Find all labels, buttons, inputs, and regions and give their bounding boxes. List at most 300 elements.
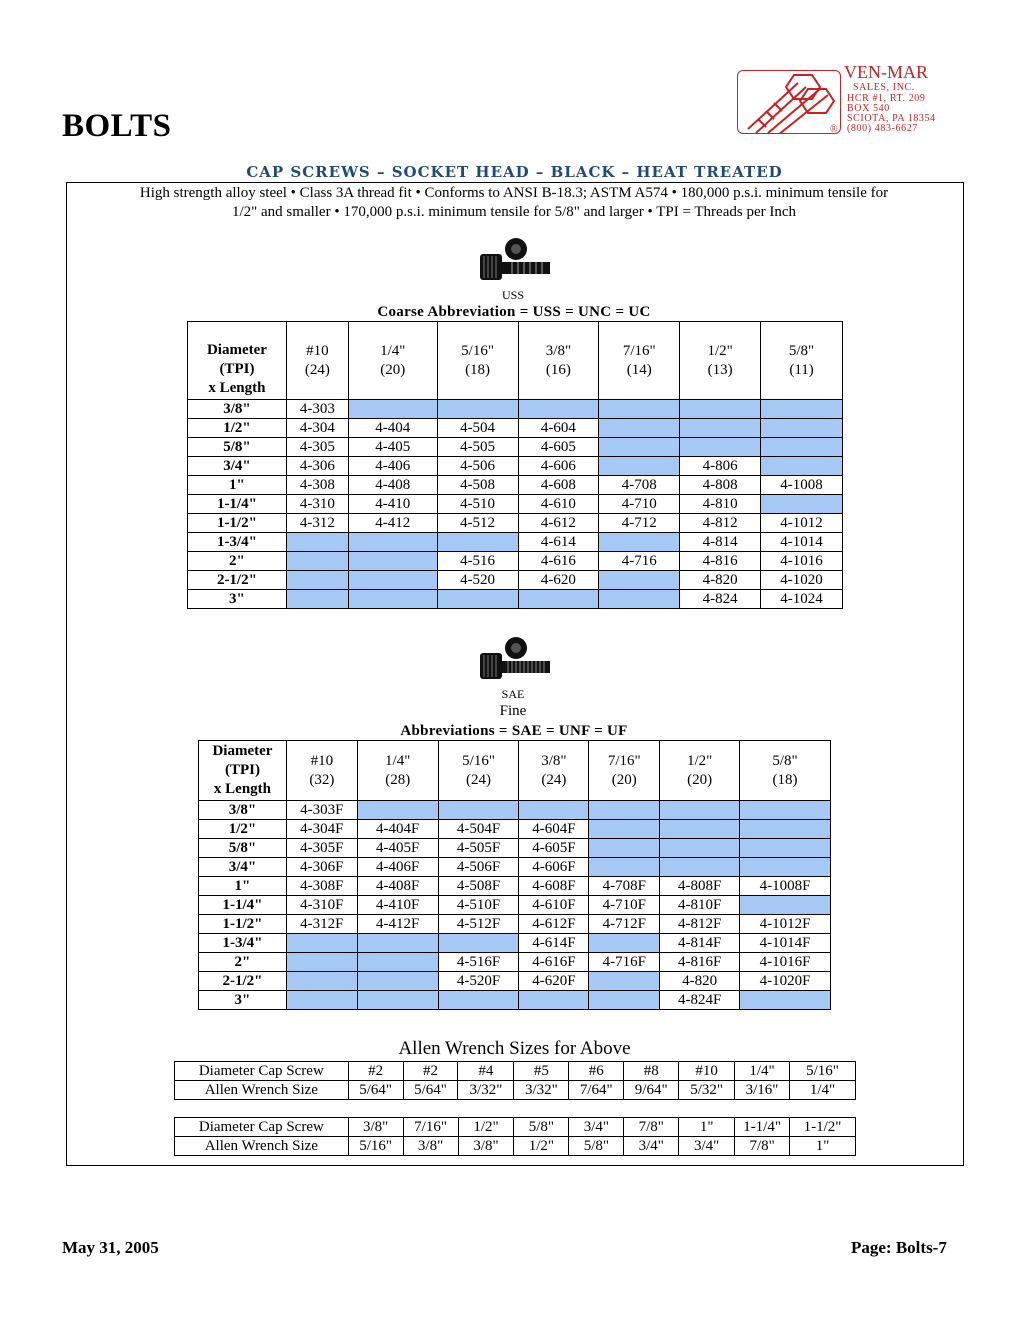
part-number-cell: 4-614 xyxy=(518,533,599,552)
unavailable-cell xyxy=(286,552,348,571)
part-number-cell: 4-504F xyxy=(438,820,519,839)
table-row xyxy=(199,801,831,820)
row-length: 5/8" xyxy=(199,839,287,858)
column-tpi: (24) xyxy=(466,771,492,788)
part-number-cell: 4-708 xyxy=(599,476,680,495)
unavailable-cell xyxy=(761,400,843,419)
screw-diameter-cell: 3/4" xyxy=(569,1118,624,1137)
part-number-cell: 4-408F xyxy=(357,877,438,896)
part-number-cell: 4-1016F xyxy=(740,953,831,972)
part-number-cell: 4-512 xyxy=(437,514,518,533)
part-number-cell: 4-1020 xyxy=(761,571,843,590)
part-number-cell: 4-505F xyxy=(438,839,519,858)
unavailable-cell xyxy=(740,820,831,839)
screw-diameter-cell: #2 xyxy=(348,1062,403,1081)
unavailable-cell xyxy=(599,419,680,438)
part-number-cell: 4-404F xyxy=(357,820,438,839)
footer-date: May 31, 2005 xyxy=(62,1238,159,1257)
part-number-cell: 4-606 xyxy=(518,457,599,476)
column-header xyxy=(761,322,843,400)
wrench-size-cell: 3/32" xyxy=(458,1081,514,1100)
unavailable-cell xyxy=(348,552,437,571)
footer-page-number: Page: Bolts-7 xyxy=(851,1238,947,1257)
part-number-cell: 4-508 xyxy=(437,476,518,495)
part-number-cell: 4-605F xyxy=(519,839,589,858)
part-number-cell: 4-710 xyxy=(599,495,680,514)
table-row xyxy=(199,953,831,972)
table-row xyxy=(188,514,843,533)
wrench-size-cell: 3/8" xyxy=(403,1137,458,1156)
allen-wrench-table xyxy=(174,1117,856,1156)
coarse-part-table xyxy=(187,321,843,609)
row-length: 3/4" xyxy=(188,457,287,476)
part-number-cell: 4-610 xyxy=(518,495,599,514)
part-number-cell: 4-820 xyxy=(660,972,740,991)
unavailable-cell xyxy=(589,858,660,877)
part-number-cell: 4-814F xyxy=(660,934,740,953)
row-length: 3/4" xyxy=(199,858,287,877)
logo-line: SCIOTA, PA 18354 xyxy=(847,113,936,124)
part-number-cell: 4-620 xyxy=(518,571,599,590)
product-description xyxy=(78,184,950,222)
unavailable-cell xyxy=(437,533,518,552)
row-length: 2" xyxy=(188,552,287,571)
column-tpi: (32) xyxy=(309,771,335,788)
screw-diameter-cell: 7/16" xyxy=(403,1118,458,1137)
column-tpi: (18) xyxy=(772,771,798,788)
column-tpi: (16) xyxy=(545,361,571,378)
part-number-cell: 4-605 xyxy=(518,438,599,457)
part-number-cell: 4-512F xyxy=(438,915,519,934)
part-number-cell: 4-612 xyxy=(518,514,599,533)
unavailable-cell xyxy=(589,934,660,953)
part-number-cell: 4-303F xyxy=(286,801,357,820)
column-header xyxy=(599,322,680,400)
unavailable-cell xyxy=(518,400,599,419)
unavailable-cell xyxy=(761,495,843,514)
column-tpi: (14) xyxy=(626,361,652,378)
part-number-cell: 4-1024 xyxy=(761,590,843,609)
logo-line: HCR #1, RT. 209 xyxy=(847,93,926,104)
row-length: 1-3/4" xyxy=(188,533,287,552)
row-length: 2-1/2" xyxy=(188,571,287,590)
row-length: 5/8" xyxy=(188,438,287,457)
table-row xyxy=(175,1062,856,1081)
logo-line: SALES, INC. xyxy=(853,82,915,93)
unavailable-cell xyxy=(438,934,519,953)
unavailable-cell xyxy=(348,590,437,609)
row-length: 1-1/4" xyxy=(188,495,287,514)
part-number-cell: 4-510F xyxy=(438,896,519,915)
table-row xyxy=(188,590,843,609)
part-number-cell: 4-520 xyxy=(437,571,518,590)
part-number-cell: 4-1016 xyxy=(761,552,843,571)
wrench-size-cell: 3/4" xyxy=(679,1137,735,1156)
logo-emblem xyxy=(737,70,841,134)
part-number-cell: 4-405F xyxy=(357,839,438,858)
screw-diameter-cell: #4 xyxy=(458,1062,514,1081)
column-tpi: (11) xyxy=(789,361,814,378)
screw-diameter-cell: 7/8" xyxy=(624,1118,679,1137)
unavailable-cell xyxy=(286,953,357,972)
column-size: 3/8" xyxy=(541,752,567,769)
part-number-cell: 4-504 xyxy=(437,419,518,438)
part-number-cell: 4-1012 xyxy=(761,514,843,533)
column-size: 7/16" xyxy=(607,752,641,769)
company-logo xyxy=(737,62,962,138)
column-tpi: (20) xyxy=(380,361,406,378)
table-row xyxy=(199,858,831,877)
unavailable-cell xyxy=(599,400,680,419)
unavailable-cell xyxy=(761,457,843,476)
logo-line: (800) 483-6627 xyxy=(847,123,918,134)
part-number-cell: 4-820 xyxy=(680,571,761,590)
row-length: 3/8" xyxy=(188,400,287,419)
row-length: 1/2" xyxy=(199,820,287,839)
row-length: 1-1/4" xyxy=(199,896,287,915)
column-tpi: (24) xyxy=(304,361,330,378)
registered-mark: ® xyxy=(830,124,838,135)
row-length: 3/8" xyxy=(199,801,287,820)
part-number-cell: 4-304F xyxy=(286,820,357,839)
column-header xyxy=(437,322,518,400)
wrench-row-label: Allen Wrench Size xyxy=(175,1137,349,1156)
column-size: 1/2" xyxy=(687,752,713,769)
unavailable-cell xyxy=(518,590,599,609)
screw-diameter-cell: 1-1/2" xyxy=(790,1118,856,1137)
part-number-cell: 4-408 xyxy=(348,476,437,495)
part-number-cell: 4-1020F xyxy=(740,972,831,991)
screw-diameter-cell: 1/2" xyxy=(458,1118,514,1137)
screw-diameter-cell: 5/16" xyxy=(790,1062,856,1081)
table-header-row xyxy=(188,322,843,400)
unavailable-cell xyxy=(357,991,438,1010)
table-row xyxy=(175,1081,856,1100)
unavailable-cell xyxy=(357,801,438,820)
unavailable-cell xyxy=(761,438,843,457)
part-number-cell: 4-616 xyxy=(518,552,599,571)
part-number-cell: 4-506 xyxy=(437,457,518,476)
part-number-cell: 4-606F xyxy=(519,858,589,877)
column-tpi: (18) xyxy=(465,361,491,378)
column-header xyxy=(438,741,519,801)
part-number-cell: 4-412 xyxy=(348,514,437,533)
part-number-cell: 4-816F xyxy=(660,953,740,972)
column-header xyxy=(357,741,438,801)
unavailable-cell xyxy=(348,533,437,552)
column-size: 7/16" xyxy=(622,342,656,359)
part-number-cell: 4-712 xyxy=(599,514,680,533)
row-length: 2-1/2" xyxy=(199,972,287,991)
part-number-cell: 4-306 xyxy=(286,457,348,476)
unavailable-cell xyxy=(589,972,660,991)
table-row xyxy=(188,419,843,438)
table-row xyxy=(188,400,843,419)
unavailable-cell xyxy=(519,991,589,1010)
part-number-cell: 4-824F xyxy=(660,991,740,1010)
column-size: 5/8" xyxy=(788,342,815,359)
unavailable-cell xyxy=(599,533,680,552)
unavailable-cell xyxy=(589,801,660,820)
column-header xyxy=(286,741,357,801)
unavailable-cell xyxy=(357,953,438,972)
part-number-cell: 4-410 xyxy=(348,495,437,514)
part-number-cell: 4-816 xyxy=(680,552,761,571)
part-number-cell: 4-305 xyxy=(286,438,348,457)
fine-icon-caption: SAE xyxy=(501,687,525,701)
column-header xyxy=(680,322,761,400)
unavailable-cell xyxy=(599,590,680,609)
unavailable-cell xyxy=(589,991,660,1010)
part-number-cell: 4-810F xyxy=(660,896,740,915)
table-row xyxy=(188,476,843,495)
screw-diameter-cell: 1/4" xyxy=(735,1062,790,1081)
table-row xyxy=(199,972,831,991)
row-length: 1-1/2" xyxy=(188,514,287,533)
part-number-cell: 4-612F xyxy=(519,915,589,934)
column-header xyxy=(589,741,660,801)
unavailable-cell xyxy=(599,457,680,476)
table-row xyxy=(188,457,843,476)
column-size: #10 xyxy=(306,342,329,359)
part-number-cell: 4-1014F xyxy=(740,934,831,953)
screw-diameter-cell: #8 xyxy=(624,1062,679,1081)
screw-diameter-cell: #10 xyxy=(679,1062,735,1081)
part-number-cell: 4-808 xyxy=(680,476,761,495)
screw-diameter-cell: #2 xyxy=(403,1062,458,1081)
part-number-cell: 4-812F xyxy=(660,915,740,934)
part-number-cell: 4-520F xyxy=(438,972,519,991)
wrench-size-cell: 1/2" xyxy=(514,1137,569,1156)
column-size: 1/2" xyxy=(707,342,733,359)
column-size: 1/4" xyxy=(385,752,411,769)
row-length: 3" xyxy=(188,590,287,609)
table-row xyxy=(175,1118,856,1137)
wrench-size-cell: 5/32" xyxy=(679,1081,735,1100)
part-number-cell: 4-306F xyxy=(286,858,357,877)
part-number-cell: 4-310 xyxy=(286,495,348,514)
wrench-row-label: Allen Wrench Size xyxy=(175,1081,349,1100)
unavailable-cell xyxy=(680,438,761,457)
wrench-size-cell: 3/8" xyxy=(458,1137,514,1156)
unavailable-cell xyxy=(660,858,740,877)
part-number-cell: 4-1008 xyxy=(761,476,843,495)
unavailable-cell xyxy=(680,400,761,419)
unavailable-cell xyxy=(286,571,348,590)
unavailable-cell xyxy=(286,991,357,1010)
column-header xyxy=(740,741,831,801)
part-number-cell: 4-824 xyxy=(680,590,761,609)
part-number-cell: 4-312F xyxy=(286,915,357,934)
row-length: 1-3/4" xyxy=(199,934,287,953)
unavailable-cell xyxy=(437,400,518,419)
row-length: 3" xyxy=(199,991,287,1010)
unavailable-cell xyxy=(680,419,761,438)
screw-diameter-cell: #6 xyxy=(569,1062,624,1081)
unavailable-cell xyxy=(286,590,348,609)
wrench-size-cell: 3/32" xyxy=(514,1081,569,1100)
part-number-cell: 4-505 xyxy=(437,438,518,457)
unavailable-cell xyxy=(348,400,437,419)
column-tpi: (20) xyxy=(687,771,713,788)
part-number-cell: 4-305F xyxy=(286,839,357,858)
page-title: BOLTS xyxy=(62,108,172,144)
part-number-cell: 4-312 xyxy=(286,514,348,533)
wrench-heading: Allen Wrench Sizes for Above xyxy=(398,1038,631,1059)
part-number-cell: 4-406 xyxy=(348,457,437,476)
row-length: 1" xyxy=(199,877,287,896)
part-number-cell: 4-604 xyxy=(518,419,599,438)
wrench-size-cell: 7/64" xyxy=(569,1081,624,1100)
unavailable-cell xyxy=(660,839,740,858)
table-row xyxy=(199,839,831,858)
table-row xyxy=(188,495,843,514)
part-number-cell: 4-410F xyxy=(357,896,438,915)
bolt-emblem-icon xyxy=(738,71,840,133)
unavailable-cell xyxy=(348,571,437,590)
screw-diameter-cell: 3/8" xyxy=(348,1118,403,1137)
logo-company-name: VEN-MAR xyxy=(844,62,928,82)
part-number-cell: 4-303 xyxy=(286,400,348,419)
part-number-cell: 4-508F xyxy=(438,877,519,896)
column-size: 5/16" xyxy=(462,752,495,769)
part-number-cell: 4-810 xyxy=(680,495,761,514)
description-line: 1/2" and smaller • 170,000 p.s.i. minimum tensile for 5/8" and larger • TPI = Threads per Inch xyxy=(231,204,797,220)
column-header xyxy=(519,741,589,801)
part-number-cell: 4-616F xyxy=(519,953,589,972)
part-number-cell: 4-510 xyxy=(437,495,518,514)
unavailable-cell xyxy=(437,590,518,609)
part-number-cell: 4-814 xyxy=(680,533,761,552)
coarse-table-heading: Coarse Abbreviation = USS = UNC = UC xyxy=(377,304,651,320)
wrench-size-cell: 5/64" xyxy=(348,1081,403,1100)
unavailable-cell xyxy=(286,972,357,991)
wrench-size-cell: 7/8" xyxy=(735,1137,790,1156)
socket-cap-screw-icon xyxy=(478,637,553,685)
unavailable-cell xyxy=(438,991,519,1010)
column-tpi: (20) xyxy=(611,771,637,788)
row-length: 1" xyxy=(188,476,287,495)
part-number-cell: 4-708F xyxy=(589,877,660,896)
part-number-cell: 4-1014 xyxy=(761,533,843,552)
part-number-cell: 4-406F xyxy=(357,858,438,877)
unavailable-cell xyxy=(589,839,660,858)
part-number-cell: 4-412F xyxy=(357,915,438,934)
coarse-icon-caption: USS xyxy=(501,288,524,302)
part-number-cell: 4-404 xyxy=(348,419,437,438)
column-tpi: (28) xyxy=(385,771,411,788)
unavailable-cell xyxy=(599,571,680,590)
column-size: #10 xyxy=(310,752,334,769)
table-row xyxy=(199,877,831,896)
part-number-cell: 4-308 xyxy=(286,476,348,495)
part-number-cell: 4-604F xyxy=(519,820,589,839)
table-row xyxy=(199,896,831,915)
column-size: 3/8" xyxy=(545,342,572,359)
fine-table-heading: Abbreviations = SAE = UNF = UF xyxy=(400,723,628,739)
table-row xyxy=(199,991,831,1010)
socket-cap-screw-icon xyxy=(478,238,553,286)
part-number-cell: 4-1012F xyxy=(740,915,831,934)
part-number-cell: 4-1008F xyxy=(740,877,831,896)
unavailable-cell xyxy=(589,820,660,839)
column-header xyxy=(660,741,740,801)
corner-header: Diameter (TPI) x Length xyxy=(188,322,287,400)
unavailable-cell xyxy=(357,934,438,953)
row-length: 2" xyxy=(199,953,287,972)
unavailable-cell xyxy=(286,934,357,953)
unavailable-cell xyxy=(357,972,438,991)
unavailable-cell xyxy=(740,858,831,877)
allen-wrench-table xyxy=(174,1061,856,1100)
part-number-cell: 4-310F xyxy=(286,896,357,915)
wrench-size-cell: 5/64" xyxy=(403,1081,458,1100)
part-number-cell: 4-614F xyxy=(519,934,589,953)
wrench-size-cell: 3/16" xyxy=(735,1081,790,1100)
part-number-cell: 4-308F xyxy=(286,877,357,896)
wrench-size-cell: 1" xyxy=(790,1137,856,1156)
part-number-cell: 4-516F xyxy=(438,953,519,972)
part-number-cell: 4-608F xyxy=(519,877,589,896)
table-row xyxy=(188,438,843,457)
section-title: CAP SCREWS – SOCKET HEAD – BLACK – HEAT TREATED xyxy=(246,163,783,181)
wrench-size-cell: 5/8" xyxy=(569,1137,624,1156)
unavailable-cell xyxy=(761,419,843,438)
table-row xyxy=(188,552,843,571)
part-number-cell: 4-304 xyxy=(286,419,348,438)
unavailable-cell xyxy=(740,991,831,1010)
unavailable-cell xyxy=(438,801,519,820)
part-number-cell: 4-710F xyxy=(589,896,660,915)
part-number-cell: 4-620F xyxy=(519,972,589,991)
wrench-size-cell: 9/64" xyxy=(624,1081,679,1100)
screw-diameter-cell: #5 xyxy=(514,1062,569,1081)
wrench-size-cell: 3/4" xyxy=(624,1137,679,1156)
part-number-cell: 4-516 xyxy=(437,552,518,571)
part-number-cell: 4-808F xyxy=(660,877,740,896)
part-number-cell: 4-610F xyxy=(519,896,589,915)
wrench-size-cell: 1/4" xyxy=(790,1081,856,1100)
part-number-cell: 4-506F xyxy=(438,858,519,877)
screw-diameter-cell: 1-1/4" xyxy=(735,1118,790,1137)
unavailable-cell xyxy=(286,533,348,552)
fine-subcaption: Fine xyxy=(499,703,527,719)
fine-part-table xyxy=(198,740,831,1010)
column-size: 5/16" xyxy=(461,342,494,359)
wrench-row-label: Diameter Cap Screw xyxy=(175,1118,349,1137)
unavailable-cell xyxy=(660,820,740,839)
part-number-cell: 4-608 xyxy=(518,476,599,495)
table-row xyxy=(188,533,843,552)
screw-diameter-cell: 1" xyxy=(679,1118,735,1137)
unavailable-cell xyxy=(740,801,831,820)
table-row xyxy=(199,820,831,839)
table-row xyxy=(199,934,831,953)
column-header xyxy=(286,322,348,400)
column-size: 1/4" xyxy=(380,342,406,359)
logo-line: BOX 540 xyxy=(847,103,890,114)
unavailable-cell xyxy=(660,801,740,820)
row-length: 1-1/2" xyxy=(199,915,287,934)
row-length: 1/2" xyxy=(188,419,287,438)
part-number-cell: 4-812 xyxy=(680,514,761,533)
unavailable-cell xyxy=(519,801,589,820)
part-number-cell: 4-405 xyxy=(348,438,437,457)
wrench-row-label: Diameter Cap Screw xyxy=(175,1062,349,1081)
column-tpi: (24) xyxy=(541,771,567,788)
part-number-cell: 4-716 xyxy=(599,552,680,571)
column-size: 5/8" xyxy=(772,752,798,769)
